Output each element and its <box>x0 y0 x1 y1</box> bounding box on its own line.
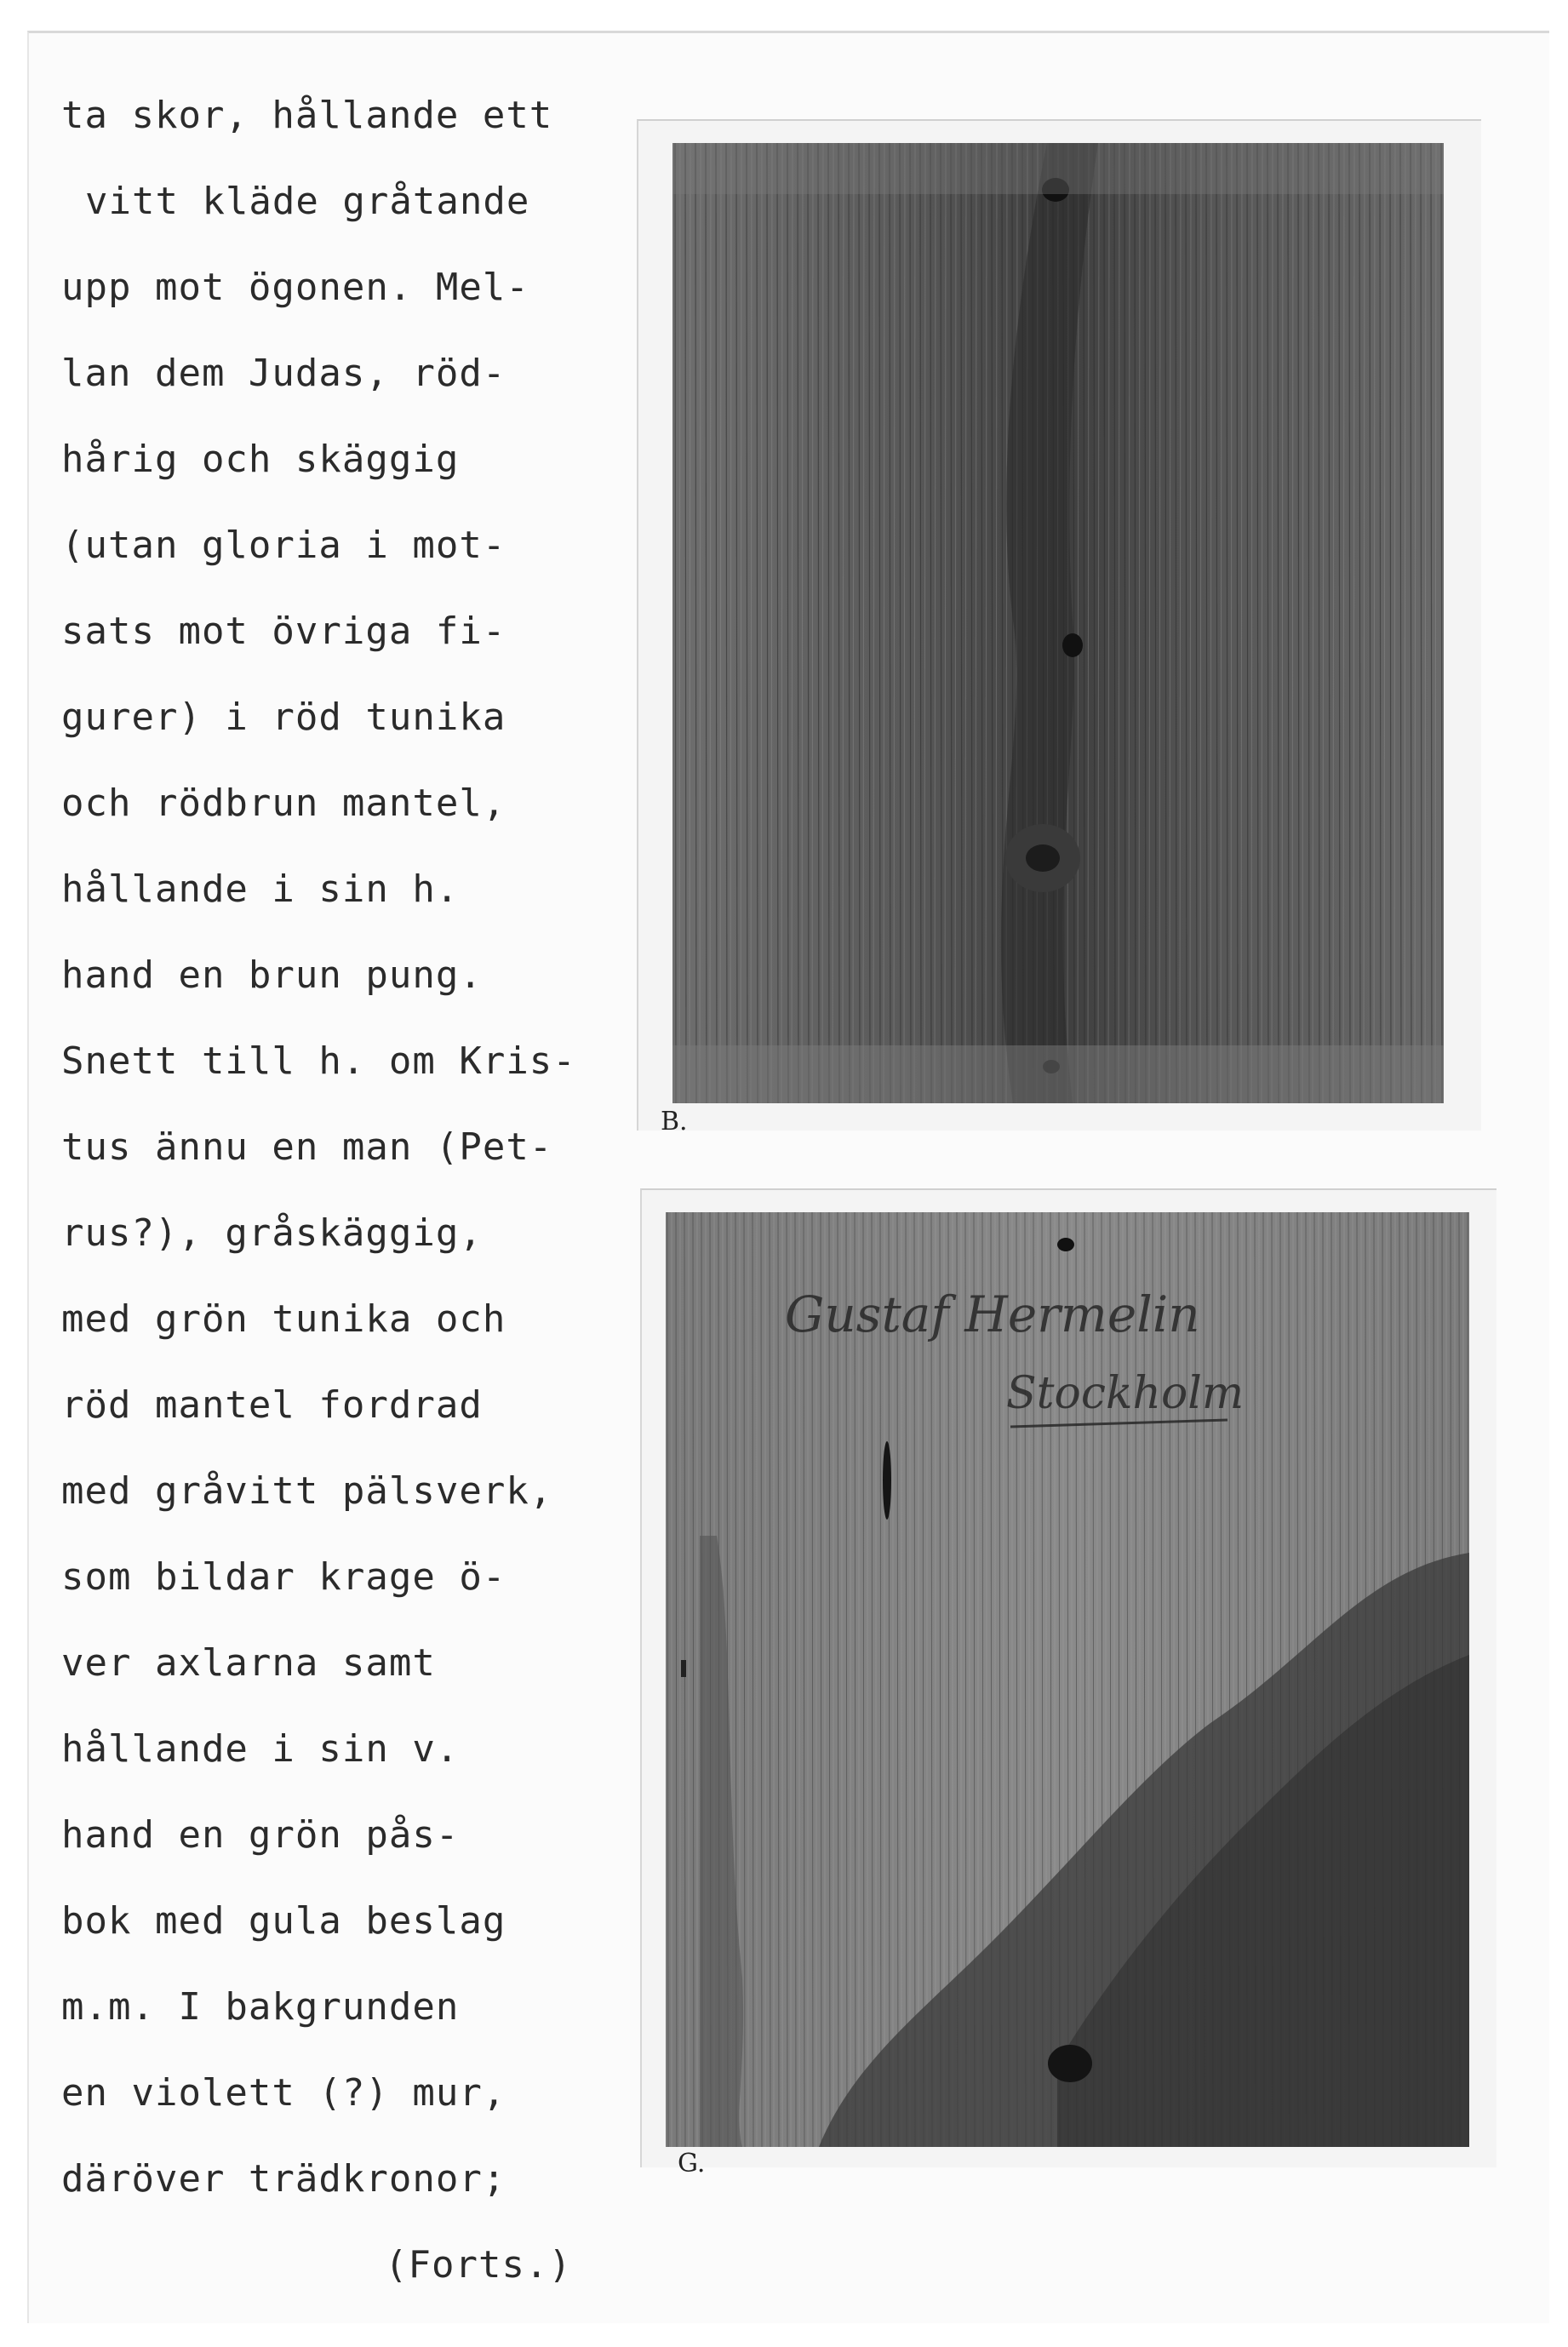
text-line: lan dem Judas, röd- <box>61 352 506 395</box>
text-line: ta skor, hållande ett <box>61 94 553 137</box>
inscription-name: Gustaf Hermelin <box>785 1285 1200 1343</box>
text-line: däröver trädkronor; <box>61 2157 506 2201</box>
text-line: m.m. I bakgrunden <box>61 1985 460 2029</box>
text-line: hållande i sin h. <box>61 867 460 911</box>
wood-panel-photo-g <box>666 1212 1469 2147</box>
text-line: hårig och skäggig <box>61 438 460 481</box>
text-line: tus ännu en man (Pet- <box>61 1125 553 1169</box>
inscription-city: Stockholm <box>1006 1368 1245 1419</box>
text-line: med gråvitt pälsverk, <box>61 1469 553 1513</box>
text-line: som bildar krage ö- <box>61 1555 506 1599</box>
text-line: gurer) i röd tunika <box>61 696 506 739</box>
edge-mark <box>681 1660 686 1677</box>
text-line: hållande i sin v. <box>61 1727 460 1771</box>
text-line: en violett (?) mur, <box>61 2071 506 2115</box>
plate-label-b: B. <box>661 1107 688 1136</box>
text-line: röd mantel fordrad <box>61 1383 483 1427</box>
text-line: sats mot övriga fi- <box>61 610 506 653</box>
text-line: och rödbrun mantel, <box>61 781 506 825</box>
text-line: rus?), gråskäggig, <box>61 1211 483 1255</box>
text-line: ver axlarna samt <box>61 1641 436 1685</box>
text-line: Snett till h. om Kris- <box>61 1039 576 1083</box>
text-line: med grön tunika och <box>61 1297 506 1341</box>
text-line: (utan gloria i mot- <box>61 524 506 567</box>
text-line: hand en grön pås- <box>61 1813 460 1857</box>
wood-panel-photo-b <box>672 143 1444 1103</box>
text-line: bok med gula beslag <box>61 1899 506 1943</box>
continued-note: (Forts.) <box>385 2243 572 2287</box>
text-line: upp mot ögonen. Mel- <box>61 266 529 309</box>
text-line: hand en brun pung. <box>61 953 483 997</box>
plate-label-g: G. <box>678 2149 706 2178</box>
text-line: vitt kläde gråtande <box>85 180 530 223</box>
